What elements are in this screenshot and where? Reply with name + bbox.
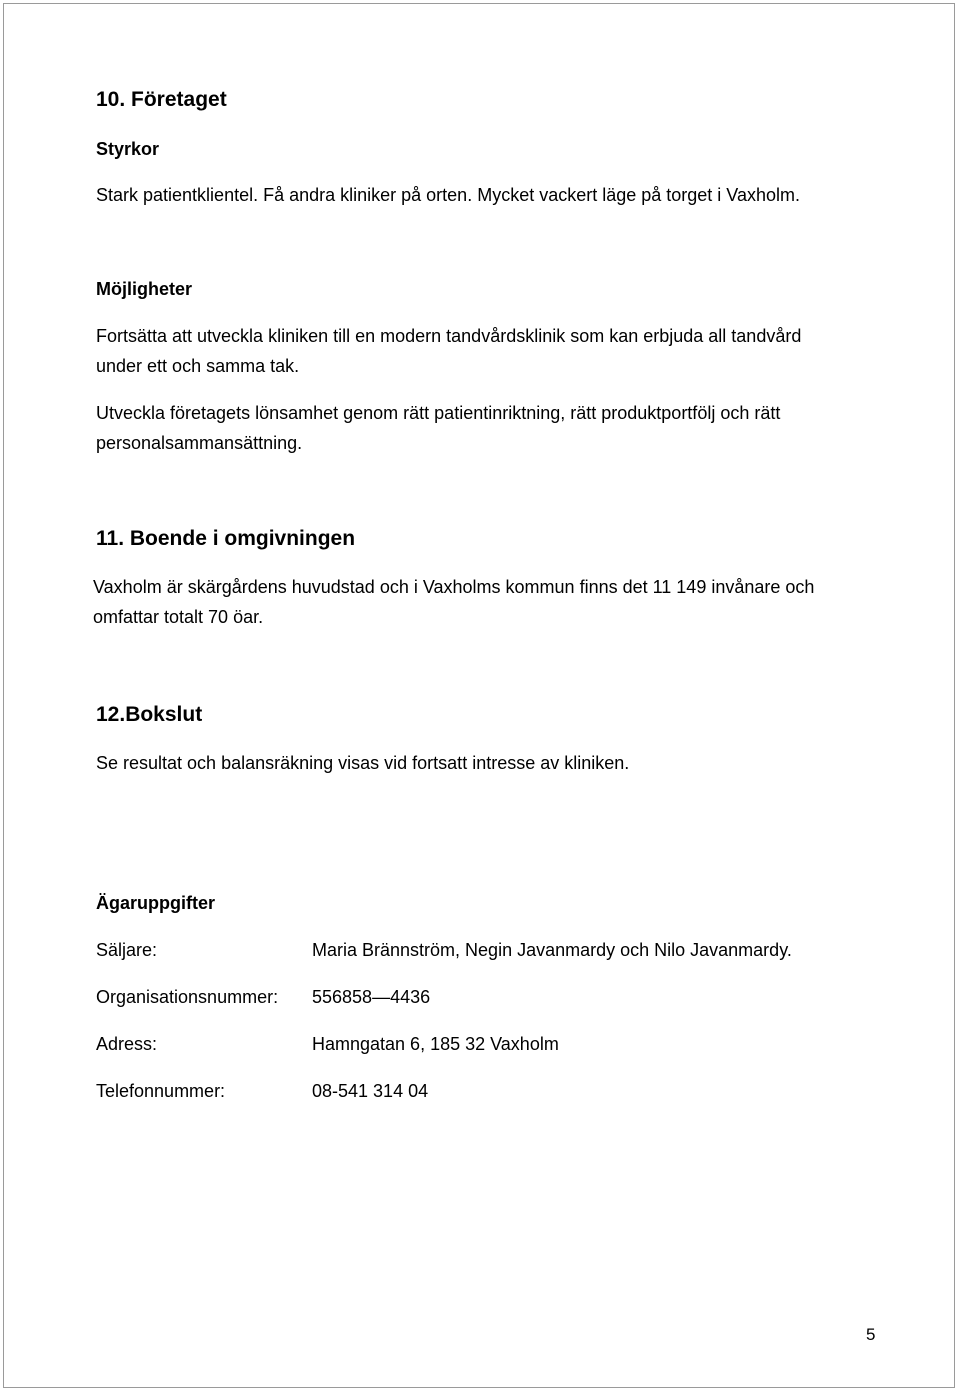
opportunities-para2-line2: personalsammansättning. xyxy=(96,433,303,453)
address-label: Adress: xyxy=(96,1034,158,1054)
phone-value: 08-541 314 04 xyxy=(312,1081,429,1101)
section-12-heading: 12.Bokslut xyxy=(96,703,203,726)
section-11-heading: 11. Boende i omgivningen xyxy=(96,527,356,550)
opportunities-para1-line2: under ett och samma tak. xyxy=(96,356,300,376)
opportunities-para1-line1: Fortsätta att utveckla kliniken till en modern tandvårdsklinik som kan erbjuda all tandvård xyxy=(96,326,802,346)
page-number: 5 xyxy=(866,1325,876,1344)
opportunities-para2-line1: Utveckla företagets lönsamhet genom rätt patientinriktning, rätt produktportfölj och rätt xyxy=(96,403,781,423)
org-number-value: 556858—4436 xyxy=(312,987,431,1007)
seller-label: Säljare: xyxy=(96,940,158,960)
strengths-heading: Styrkor xyxy=(96,139,160,159)
opportunities-heading: Möjligheter xyxy=(96,279,193,299)
phone-label: Telefonnummer: xyxy=(96,1081,226,1101)
seller-value: Maria Brännström, Negin Javanmardy och Nilo Javanmardy. xyxy=(312,940,792,960)
section-11-line1: Vaxholm är skärgårdens huvudstad och i Vaxholms kommun finns det 11 149 invånare och xyxy=(93,577,815,597)
section-12-text: Se resultat och balansräkning visas vid fortsatt intresse av kliniken. xyxy=(96,753,630,773)
section-11-line2: omfattar totalt 70 öar. xyxy=(93,607,264,627)
section-10-heading: 10. Företaget xyxy=(96,88,227,111)
page-border xyxy=(3,3,955,1388)
strengths-text: Stark patientklientel. Få andra kliniker på orten. Mycket vackert läge på torget i Vaxholm. xyxy=(96,185,801,205)
org-number-label: Organisationsnummer: xyxy=(96,987,279,1007)
owner-heading: Ägaruppgifter xyxy=(96,893,215,913)
address-value: Hamngatan 6, 185 32 Vaxholm xyxy=(312,1034,559,1054)
